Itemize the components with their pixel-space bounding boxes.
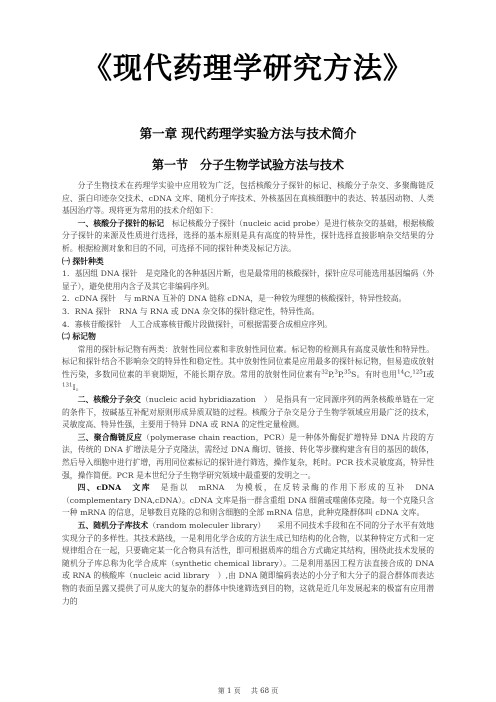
heading-hybridization: 二、核酸分子杂交 <box>77 395 141 405</box>
chapter-title: 第一章 现代药理学实验方法与技术简介 <box>139 126 357 141</box>
body-text <box>62 180 434 608</box>
list-item-rna-probe: 3．RNA 探针 RNA 与 RNA 或 DNA 杂交体的探针稳定性，特异性高。 <box>62 306 320 316</box>
intro-paragraph: 分子生物技术在药理学实验中应用较为广泛，包括核酸分子探针的标记、核酸分子杂交、多聚酶链反应、蛋白印迹杂交技术、cDNA 文库、随机分子库技术、外核基因在真核细胞中的表达、转基因动物、人类基因治疗等。现将更为常用的技术介绍如下： <box>62 181 434 216</box>
heading-cdna-library: 四、cDNA 文库 <box>77 483 152 493</box>
page-footer <box>0 686 496 696</box>
heading-probe-labeling: 一、核酸分子探针的标记 <box>77 218 165 228</box>
paragraph-hybridization: 二、核酸分子杂交（nucleic acid hybridiazation ） 是指具有一定同源序列的两条核酸单链在一定的条件下，按碱基互补配对原则形成异质双链的过程。核酸分子杂交是分子生物学领域应用最广泛的技术，灵敏度高、特异性强，主要用于特异 DNA 或 RNA 的定性定量检测。 <box>62 395 434 430</box>
total-pages: 共 68 页 <box>250 687 279 695</box>
paragraph-probe-labeling <box>62 218 434 256</box>
subheading-markers: ㈡ 标记物 <box>62 332 96 342</box>
paragraph-cdna-library: 四、cDNA 文库 是指以 mRNA 为模板，在反转录酶的作用下形成的互补 DNA（complementary DNA,cDNA）。cDNA 文库是指一群含重组 DNA 细菌或噬菌体克隆。每一个克隆只含一种 mRNA 的信息，足够数目克隆的总和则含细胞的全部 mRNA 信息，此种克隆群体叫 cDNA 文库。 <box>62 483 435 518</box>
book-title: 《现代药理学研究方法》 <box>82 51 413 85</box>
paragraph-markers: 常用的探针标记物有两类：放射性同位素和非放射性同位素。标记物的检测具有高度灵敏性和特异性。标记和探针结合不影响杂交的特异性和稳定性。其中放射性同位素是应用最多的探针标记物，但易造成放射性污染，多数同位素的半衰期短，不能长期存放。常用的放射性同位素有$^{32}$P,$^3$P,$^{35}$S。有时也用$^{14}$C,$^{125}$I或$^{131}$I。 <box>62 344 435 392</box>
list-item-cdna-probe: 2．cDNA 探针 与 mRNA 互补的 DNA 链称 cDNA，是一种较为理想的核酸探针，特异性较高。 <box>62 294 407 304</box>
heading-pcr: 三、聚合酶链反应 <box>77 432 143 442</box>
page-number: 第 1 页 <box>217 687 241 695</box>
heading-random-library: 五、随机分子库技术 <box>77 521 149 531</box>
paragraph-random-library: 五、随机分子库技术（random moleculer library） 采用不同技术手段和在不同的分子水平有效地实现分子的多样性。其技术路线，一是利用化学合成的方法生成已知结构的化合物，以某种特定方式和一定规律组合在一起，只要确定某一化合物具有活性，即可根据质库的组合方式确定其结构，围绕此技术发展的随机分子库总称为化学合成库（synthetic chemical library）。二是利用基因工程方法直接合成的 DNA 或 RNA 的核酸库（nucleic acid library ）,由 DNA 随即编码表达的小分子和大分子的混合群体而表达物的表面呈露又提供了可从庞大的复杂的群体中快速筛选到目的物，这就是近几年发展起来的极富有应用潜力的 <box>62 521 435 606</box>
list-item-genomic-probe: 1．基因组 DNA 探针 是克隆化的各种基因片断，也是最常用的核酸探针，探针应尽可能选用基因编码（外显子），避免使用内含子及其它非编码序列。 <box>62 269 434 291</box>
subheading-probe-types: ㈠ 探针种类 <box>62 256 104 266</box>
paragraph-pcr: 三、聚合酶链反应（polymerase chain reaction，PCR）是一种体外酶促扩增特异 DNA 片段的方法，传统的 DNA 扩增法是分子克隆法，需经过 DNA 酶切、链接、转化等步骤构建含有目的基因的载体，然后导入细胞中进行扩增，再用同位素标记的探针进行筛选，操作复杂，耗时。PCR 技术灵敏度高，特异性强，操作简便。PCR 是本世纪分子生物学研究领域中最重要的发明之一。 <box>62 432 435 480</box>
text-probe-labeling: 标记核酸分子探针（nucleic acid probe）是进行核杂交的基础，根据核酸分子探针的来源及性质进行选择，选择的基本原则是具有高度的特异性，探针选择直接影响杂交结果的分析。根据检测对象和目的不同，可选择不同的探针种类及标记方法。 <box>62 218 434 253</box>
list-item-oligo-probe: 4．寡核苷酸探针 人工合成寡核苷酸片段做探针，可根据需要合成相应序列。 <box>62 319 333 329</box>
section-title: 第一节 分子生物学试验方法与技术 <box>151 158 344 172</box>
